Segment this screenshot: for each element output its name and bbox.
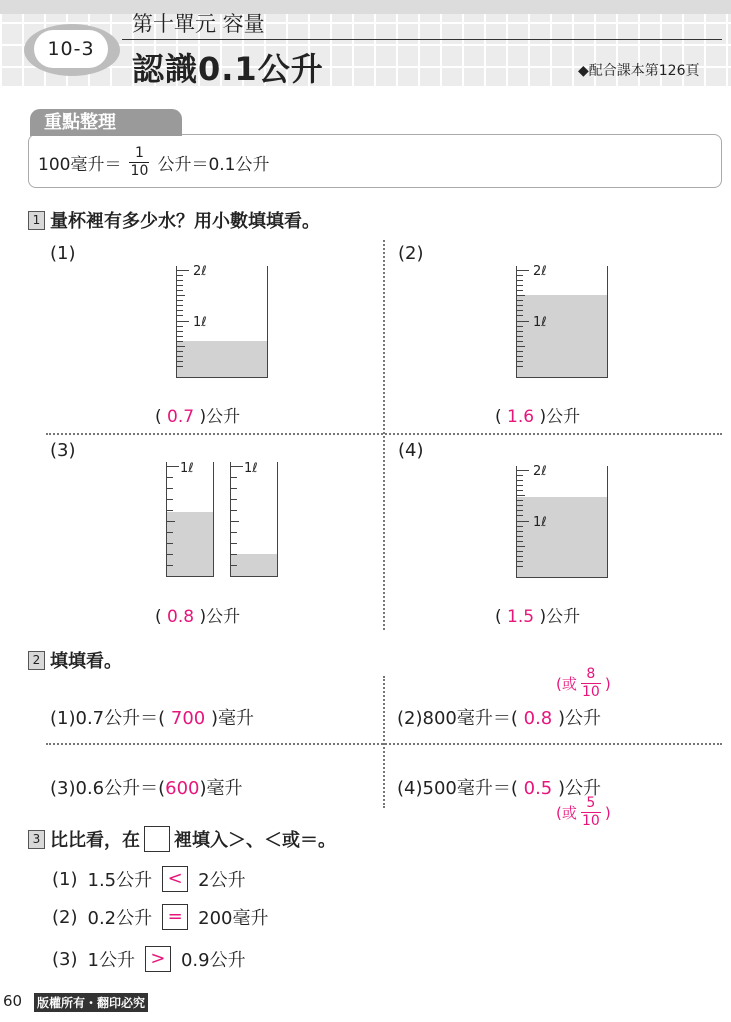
measuring-cup xyxy=(176,266,268,378)
alternate-answer: (或 $\frac{8}{10}$ ) xyxy=(556,666,611,700)
answer-value: 0.8 xyxy=(523,708,553,729)
measuring-cup-right xyxy=(230,462,278,577)
measuring-cup-left xyxy=(166,462,214,577)
compare-item: (2) 0.2公升 = 200毫升 xyxy=(52,906,269,929)
answer-line: ( 0.8 )公升 xyxy=(155,607,241,627)
unit-title: 第十單元 容量 xyxy=(132,12,265,36)
question-number: 3 xyxy=(28,830,45,849)
answer-line: ( 0.7 )公升 xyxy=(155,407,241,427)
question-text: 比比看，在 裡填入＞、＜或＝。 xyxy=(50,826,336,852)
fill-item: (3)0.6公升＝(600)毫升 xyxy=(50,778,243,799)
keypoint-formula xyxy=(38,146,270,179)
water-level xyxy=(231,554,277,576)
divider-vertical xyxy=(383,240,385,630)
question-number: 2 xyxy=(28,651,45,670)
item-label: (4) xyxy=(398,440,424,461)
lesson-code: 10-3 xyxy=(34,30,108,68)
divider-horizontal xyxy=(46,743,722,745)
copyright-notice: 版權所有・翻印必究 xyxy=(34,993,148,1012)
fill-item: (4)500毫升＝( 0.5 )公升 xyxy=(397,778,602,799)
answer-line: ( 1.5 )公升 xyxy=(495,607,581,627)
question-text: 量杯裡有多少水？用小數填填看。 xyxy=(50,211,320,232)
answer-value: 0.7 xyxy=(167,407,195,427)
alternate-answer: (或 $\frac{5}{10}$ ) xyxy=(556,795,611,829)
formula-right: 公升＝0.1公升 xyxy=(157,155,270,175)
water-level xyxy=(517,497,607,577)
fraction-denominator: 10 xyxy=(130,163,149,179)
scale-label: 2ℓ xyxy=(193,264,207,279)
keypoint-tab: 重點整理 xyxy=(30,109,182,136)
compare-item: (3) 1公升 > 0.9公升 xyxy=(52,948,246,971)
scale-label: 2ℓ xyxy=(533,264,547,279)
scale-label: 1ℓ xyxy=(180,461,194,476)
lesson-title: 認識0.1公升 xyxy=(132,50,324,88)
compare-box: > xyxy=(145,946,171,972)
answer-value: 1.5 xyxy=(507,607,535,627)
item-label: (1) xyxy=(50,243,76,264)
scale-label: 1ℓ xyxy=(533,515,547,530)
textbook-reference: ◆配合課本第126頁 xyxy=(578,63,700,79)
measuring-cup xyxy=(516,466,608,578)
fraction-numerator: 1 xyxy=(134,145,144,161)
answer-value: 600 xyxy=(165,778,200,799)
water-level xyxy=(517,295,607,377)
example-box xyxy=(144,826,170,852)
scale-label: 1ℓ xyxy=(533,315,547,330)
answer-value: 0.8 xyxy=(167,607,195,627)
question-text: 填填看。 xyxy=(50,651,122,672)
scale-label: 1ℓ xyxy=(193,315,207,330)
header-divider xyxy=(122,39,722,40)
compare-box: = xyxy=(162,904,188,930)
scale-label: 2ℓ xyxy=(533,464,547,479)
compare-item: (1) 1.5公升 < 2公升 xyxy=(52,868,246,891)
item-label: (3) xyxy=(50,440,76,461)
measuring-cup xyxy=(516,266,608,378)
header-top-band xyxy=(0,0,731,14)
formula-fraction xyxy=(129,146,149,179)
answer-value: 1.6 xyxy=(507,407,535,427)
answer-value: 700 xyxy=(170,708,206,729)
divider-vertical xyxy=(383,676,385,808)
item-label: (2) xyxy=(398,243,424,264)
fill-item: (1)0.7公升＝( 700 )毫升 xyxy=(50,708,255,729)
fill-item: (2)800毫升＝( 0.8 )公升 xyxy=(397,708,602,729)
answer-value: 0.5 xyxy=(523,778,553,799)
compare-box: < xyxy=(162,866,188,892)
answer-line: ( 1.6 )公升 xyxy=(495,407,581,427)
divider-horizontal xyxy=(46,433,722,435)
formula-left: 100毫升＝ xyxy=(38,155,122,175)
water-level xyxy=(177,341,267,377)
scale-label: 1ℓ xyxy=(244,461,258,476)
question-number: 1 xyxy=(28,211,45,230)
page-number: 60 xyxy=(3,992,23,1010)
